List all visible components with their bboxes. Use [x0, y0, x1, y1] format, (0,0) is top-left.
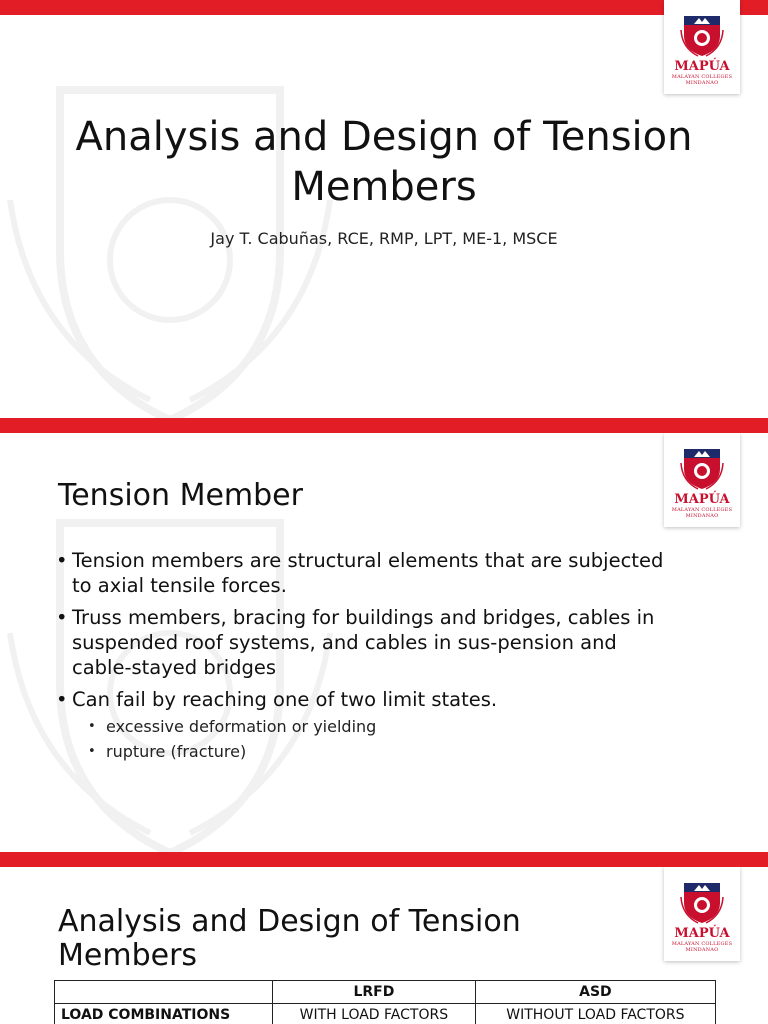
red-bottom-bar: [0, 418, 768, 433]
slide-3-title: Analysis and Design of Tension Members: [58, 904, 521, 973]
table-row: [55, 1004, 716, 1024]
mapua-logo: [664, 0, 740, 94]
table-header-asd: ASD: [475, 981, 715, 1004]
slide-2-title: Tension Member: [58, 478, 303, 513]
table-header-row: [55, 981, 716, 1004]
bullet-item: [56, 687, 676, 764]
logo-subtitle-2: MINDANAO: [685, 513, 719, 519]
sub-bullet-item: • excessive deformation or yielding: [72, 714, 676, 739]
logo-wordmark: MAPÚA: [674, 492, 730, 507]
table-cell: LOAD COMBINATIONS: [55, 1004, 273, 1024]
bullet-list: [56, 548, 676, 771]
sub-bullet-item: • rupture (fracture): [72, 739, 676, 764]
slide-1-title: Analysis and Design of Tension Members: [75, 114, 693, 210]
slide-title: [0, 0, 768, 433]
logo-subtitle-1: MALAYAN COLLEGES: [671, 74, 733, 80]
lrfd-asd-table: [54, 980, 716, 1024]
bullet-item: [56, 548, 676, 598]
table-header-lrfd: LRFD: [273, 981, 476, 1004]
table-cell: WITH LOAD FACTORS: [273, 1004, 476, 1024]
red-top-bar: [0, 0, 768, 15]
sub-bullet-list: [72, 714, 676, 764]
bullet-text: Can fail by reaching one of two limit states.: [72, 688, 498, 711]
slide-tension-member: [0, 433, 768, 867]
bullet-text: Tension members are structural elements that are subjected to axial tensile forces.: [72, 549, 664, 597]
logo-subtitle-1: MALAYAN COLLEGES: [671, 507, 733, 513]
table-header-empty: [55, 981, 273, 1004]
table-cell: WITHOUT LOAD FACTORS: [475, 1004, 715, 1024]
logo-subtitle-2: MINDANAO: [685, 80, 719, 86]
logo-wordmark: MAPÚA: [674, 926, 730, 941]
mapua-shield-icon: [680, 881, 724, 925]
author-line: Jay T. Cabuñas, RCE, RMP, LPT, ME-1, MSCE: [210, 229, 558, 248]
logo-wordmark: MAPÚA: [674, 59, 730, 74]
bullet-text: Truss members, bracing for buildings and bridges, cables in suspended roof systems, and cables in sus-pension and cable-stayed bridges: [72, 606, 655, 679]
mapua-shield-icon: [680, 447, 724, 491]
mapua-logo: [664, 433, 740, 527]
slide-analysis-design: [0, 867, 768, 1024]
red-bottom-bar: [0, 852, 768, 867]
mapua-shield-icon: [680, 14, 724, 58]
logo-subtitle-1: MALAYAN COLLEGES: [671, 941, 733, 947]
mapua-logo: [664, 867, 740, 961]
logo-subtitle-2: MINDANAO: [685, 947, 719, 953]
bullet-item: [56, 605, 676, 680]
